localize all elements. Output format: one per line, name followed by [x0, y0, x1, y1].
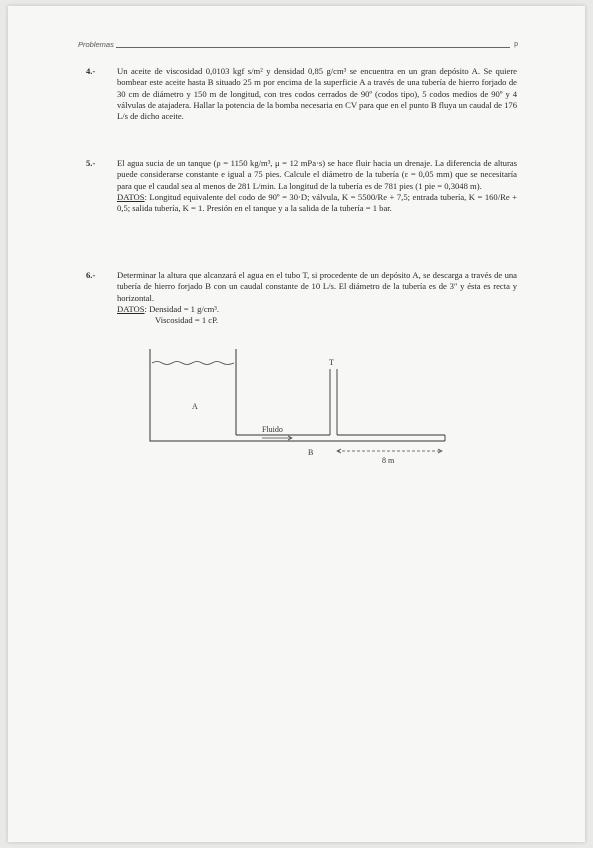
tank-pipe-diagram: [140, 343, 460, 473]
datos-block: [117, 192, 517, 215]
vertical-tube: [330, 369, 337, 435]
distance-label: 8 m: [382, 456, 395, 465]
datos-viscosity: Viscosidad = 1 cP.: [155, 315, 219, 326]
problem-text: El agua sucia de un tanque (ρ = 1150 kg/m³, μ = 12 mPa·s) se hace fluir hacia un drenaje. La diferencia de alturas puede considerarse constante e igual a 75 pies. Calcule el diámetro de la tubería (ε = 0,05 mm) que se necesitaría para que el caudal sea al menos de 281 L/min. La longitud de la tubería es de 781 pies (1 pie = 0,3048 m).: [117, 158, 517, 191]
page-header: [78, 40, 518, 52]
header-page-number: p: [514, 41, 518, 48]
water-surface: [152, 362, 234, 365]
problem-text: Determinar la altura que alcanzará el agua en el tubo T, si procedente de un depósito A, se descarga a través de una tubería de hierro forjado B con un caudal constante de 10 L/s. El diámetro de la tubería es de 3" y ésta es recta y horizontal.: [117, 270, 517, 303]
problem-number: 4.-: [86, 66, 96, 76]
datos-density: : Densidad = 1 g/cm³.: [144, 303, 220, 314]
problem-number: 6.-: [86, 270, 96, 280]
tank-label: A: [192, 402, 198, 411]
datos-line-density: [117, 304, 517, 315]
flow-arrow: [262, 436, 292, 440]
problem-text: Un aceite de viscosidad 0,0103 kgf s/m² y densidad 0,85 g/cm³ se encuentra en un gran depósito A. Se quiere bombear este aceite hasta B situado 25 m por encima de la superficie A a través de una tubería de hierro forjado de 30 cm de diámetro y 150 m de longitud, con tres codos cerrados de 90º (codos tipo), 5 codos medios de 90º y 4 válvulas de atajadera. Hallar la potencia de la bomba necesaria en CV para que en el punto B fluya un caudal de 176 L/s de dicho aceite.: [117, 66, 518, 122]
problem-number: 5.-: [86, 158, 96, 168]
problem-text-block: [117, 158, 517, 214]
fluid-label: Fluido: [262, 425, 283, 434]
header-rule: [116, 47, 510, 48]
datos-label: DATOS: [117, 191, 145, 202]
tube-label: T: [329, 358, 334, 367]
problem-text-block: [117, 270, 517, 326]
datos-text: : Longitud equivalente del codo de 90º = 30·D; válvula, K = 5500/Re + 7,5; entrada tubería, K = 160/Re + 0,5; salida tubería, K = 1. Presión en el tanque y a la salida de la tubería = 1 bar.: [117, 191, 517, 214]
header-title: Problemas: [78, 40, 114, 49]
diagram-svg: [140, 343, 460, 473]
datos-label: DATOS: [117, 303, 145, 314]
pipe-label: B: [308, 448, 314, 457]
